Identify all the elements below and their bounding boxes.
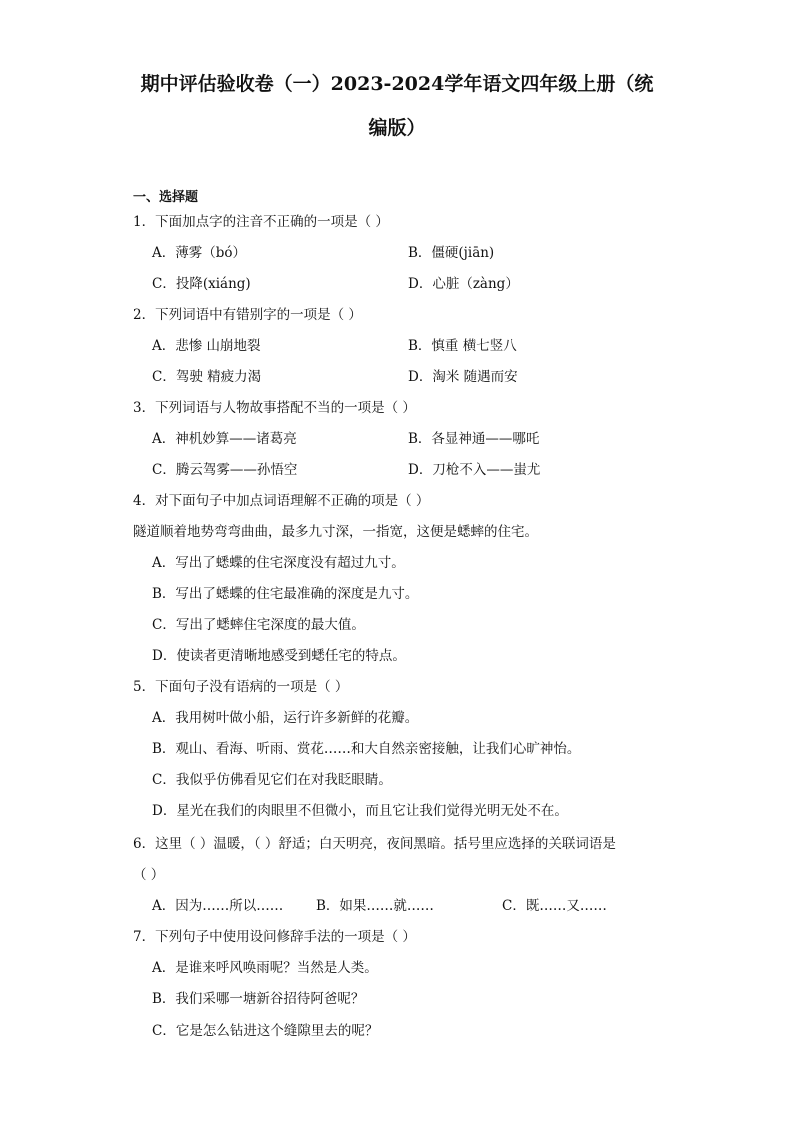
question-6-option-b: B．如果……就…… bbox=[316, 898, 434, 914]
exam-title bbox=[80, 62, 714, 150]
question-1-stem: 1．下面加点字的注音不正确的一项是（ ） bbox=[133, 214, 389, 230]
question-3-option-d: D．刀枪不入——蚩尤 bbox=[408, 462, 541, 478]
question-4-context: 隧道顺着地势弯弯曲曲，最多九寸深，一指宽，这便是蟋蟀的住宅。 bbox=[133, 524, 538, 540]
question-4-option-d: D．使读者更清晰地感受到蟋任宅的特点。 bbox=[152, 648, 406, 664]
section-heading: 一、选择题 bbox=[133, 190, 199, 205]
question-6-stem-continued: （ ） bbox=[133, 867, 165, 883]
question-4-option-a: A．写出了蟋蝶的住宅深度没有超过九寸。 bbox=[152, 555, 405, 571]
question-2-option-a: A．悲惨 山崩地裂 bbox=[152, 338, 261, 354]
title-line-2: 编版） bbox=[368, 117, 426, 139]
question-1-option-d: D．心脏（zàng） bbox=[408, 276, 519, 292]
question-5-option-d: D．星光在我们的肉眼里不但微小，而且它让我们觉得光明无处不在。 bbox=[152, 803, 568, 819]
question-7-option-c: C．它是怎么钻进这个缝隙里去的呢？ bbox=[152, 1023, 379, 1039]
question-4-option-b: B．写出了蟋蝶的住宅最准确的深度是九寸。 bbox=[152, 586, 419, 602]
question-3-option-b: B．各显神通——哪吒 bbox=[408, 431, 540, 447]
question-4-stem: 4．对下面句子中加点词语理解不正确的项是（ ） bbox=[133, 493, 430, 509]
question-4-option-c: C．写出了蟋蟀住宅深度的最大值。 bbox=[152, 617, 365, 633]
question-7-stem: 7．下列句子中使用设问修辞手法的一项是（ ） bbox=[133, 929, 416, 945]
question-3-option-a: A．神机妙算——诸葛亮 bbox=[152, 431, 297, 447]
question-2-option-d: D．淘米 随遇而安 bbox=[408, 369, 518, 385]
question-5-stem: 5．下面句子没有语病的一项是（ ） bbox=[133, 679, 349, 695]
question-6-stem: 6．这里（ ）温暖，（ ）舒适；白天明亮，夜间黑暗。括号里应选择的关联词语是 bbox=[133, 836, 616, 852]
question-7-option-b: B．我们采哪一塘新谷招待阿爸呢？ bbox=[152, 991, 365, 1007]
question-1-option-a: A．薄雾（bó） bbox=[152, 245, 247, 261]
question-5-option-a: A．我用树叶做小船，运行许多新鲜的花瓣。 bbox=[152, 710, 419, 726]
question-5-option-b: B．观山、看海、听雨、赏花……和大自然亲密接触，让我们心旷神怡。 bbox=[152, 741, 581, 757]
title-line-1: 期中评估验收卷（一）2023-2024学年语文四年级上册（统 bbox=[140, 73, 654, 95]
question-2-option-b: B．慎重 横七竖八 bbox=[408, 338, 517, 354]
question-3-stem: 3．下列词语与人物故事搭配不当的一项是（ ） bbox=[133, 400, 416, 416]
question-1-option-c: C．投降(xiáng) bbox=[152, 276, 251, 292]
question-1-option-b: B．僵硬(jiān) bbox=[408, 245, 495, 261]
question-5-option-c: C．我似乎仿佛看见它们在对我眨眼睛。 bbox=[152, 772, 392, 788]
question-2-stem: 2．下列词语中有错别字的一项是（ ） bbox=[133, 307, 362, 323]
question-3-option-c: C．腾云驾雾——孙悟空 bbox=[152, 462, 298, 478]
question-6-option-c: C．既……又…… bbox=[502, 898, 607, 914]
question-7-option-a: A．是谁来呼风唤雨呢？当然是人类。 bbox=[152, 960, 378, 976]
question-2-option-c: C．驾驶 精疲力渴 bbox=[152, 369, 262, 385]
question-6-option-a: A．因为……所以…… bbox=[152, 898, 284, 914]
